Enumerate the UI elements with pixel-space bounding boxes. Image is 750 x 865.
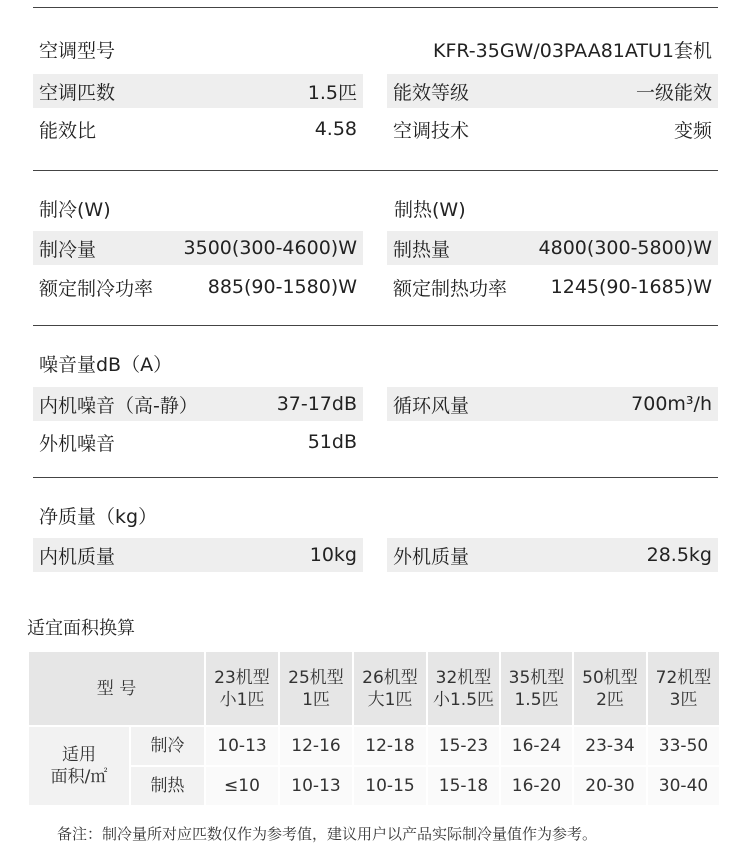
spec-label: 循环风量 xyxy=(393,394,470,417)
heat-value: 10-15 xyxy=(353,766,427,806)
spec-value: 1245(90-1685)W xyxy=(550,276,712,298)
spec-value: 700m³/h xyxy=(631,393,712,415)
cool-value: 33-50 xyxy=(647,726,720,766)
model-row xyxy=(33,32,718,66)
model-col: 32机型 小1.5匹 xyxy=(427,651,500,726)
table-row xyxy=(28,726,720,766)
noise-title: 噪音量dB（A） xyxy=(39,354,173,376)
spec-value: 28.5kg xyxy=(646,544,712,566)
heat-value: 15-18 xyxy=(427,766,500,806)
spec-label: 外机质量 xyxy=(393,545,470,568)
heat-value: ≤10 xyxy=(205,766,279,806)
divider xyxy=(33,170,718,171)
spec-label: 外机噪音 xyxy=(39,432,116,455)
heating-capacity xyxy=(387,231,718,265)
model-value: KFR-35GW/03PAA81ATU1套机 xyxy=(432,39,712,62)
spec-eer xyxy=(33,112,363,146)
spec-value: 3500(300-4600)W xyxy=(183,237,357,259)
indoor-noise xyxy=(33,387,363,421)
cool-value: 10-13 xyxy=(205,726,279,766)
spec-label: 额定制热功率 xyxy=(393,277,508,300)
spec-value: 885(90-1580)W xyxy=(207,276,357,298)
cooling-capacity xyxy=(33,231,363,265)
spec-value: 1.5匹 xyxy=(307,81,357,104)
spec-label: 能效等级 xyxy=(393,81,470,104)
spec-label: 内机质量 xyxy=(39,545,116,568)
weight-title: 净质量（kg） xyxy=(39,506,158,528)
cooling-power xyxy=(33,270,363,304)
spec-value: 10kg xyxy=(309,544,357,566)
indoor-weight xyxy=(33,538,363,572)
spec-value: 一级能效 xyxy=(635,81,712,104)
area-table xyxy=(27,650,721,807)
heat-value: 30-40 xyxy=(647,766,720,806)
outdoor-weight xyxy=(387,538,718,572)
top-divider xyxy=(33,7,718,8)
heating-title: 制热(W) xyxy=(394,199,466,221)
air-flow xyxy=(387,387,718,421)
cool-value: 23-34 xyxy=(573,726,647,766)
model-label: 空调型号 xyxy=(39,39,116,62)
spec-value: 变频 xyxy=(673,119,712,142)
spec-value: 51dB xyxy=(307,431,357,453)
footnote: 备注：制冷量所对应匹数仅作为参考值，建议用户以产品实际制冷量值作为参考。 xyxy=(57,825,598,843)
area-title: 适宜面积换算 xyxy=(27,618,135,639)
spec-value: 4.58 xyxy=(314,118,357,140)
spec-label: 能效比 xyxy=(39,119,97,142)
area-row-label: 适用 面积/㎡ xyxy=(28,726,130,806)
model-header: 型 号 xyxy=(28,651,205,726)
model-col: 26机型 大1匹 xyxy=(353,651,427,726)
model-col: 25机型 1匹 xyxy=(279,651,353,726)
divider xyxy=(33,325,718,326)
heat-value: 20-30 xyxy=(573,766,647,806)
spec-value: 37-17dB xyxy=(276,393,357,415)
spec-label: 制热量 xyxy=(393,238,451,261)
spec-label: 空调技术 xyxy=(393,119,470,142)
cool-value: 15-23 xyxy=(427,726,500,766)
spec-label: 制冷量 xyxy=(39,238,97,261)
model-col: 50机型 2匹 xyxy=(573,651,647,726)
heat-value: 10-13 xyxy=(279,766,353,806)
spec-value: 4800(300-5800)W xyxy=(538,237,712,259)
heat-label: 制热 xyxy=(130,766,205,806)
cool-label: 制冷 xyxy=(130,726,205,766)
table-header-row xyxy=(28,651,720,726)
spec-horsepower xyxy=(33,74,363,108)
spec-label: 内机噪音（高-静） xyxy=(39,394,198,417)
model-col: 35机型 1.5匹 xyxy=(500,651,573,726)
spec-label: 空调匹数 xyxy=(39,81,116,104)
spec-technology xyxy=(387,112,718,146)
outdoor-noise xyxy=(33,425,363,459)
spec-efficiency-grade xyxy=(387,74,718,108)
model-col: 72机型 3匹 xyxy=(647,651,720,726)
cooling-title: 制冷(W) xyxy=(39,199,111,221)
cool-value: 12-16 xyxy=(279,726,353,766)
spec-label: 额定制冷功率 xyxy=(39,277,154,300)
model-col: 23机型 小1匹 xyxy=(205,651,279,726)
cool-value: 16-24 xyxy=(500,726,573,766)
cool-value: 12-18 xyxy=(353,726,427,766)
table-row xyxy=(28,766,720,806)
heating-power xyxy=(387,270,718,304)
divider xyxy=(33,477,718,478)
heat-value: 16-20 xyxy=(500,766,573,806)
